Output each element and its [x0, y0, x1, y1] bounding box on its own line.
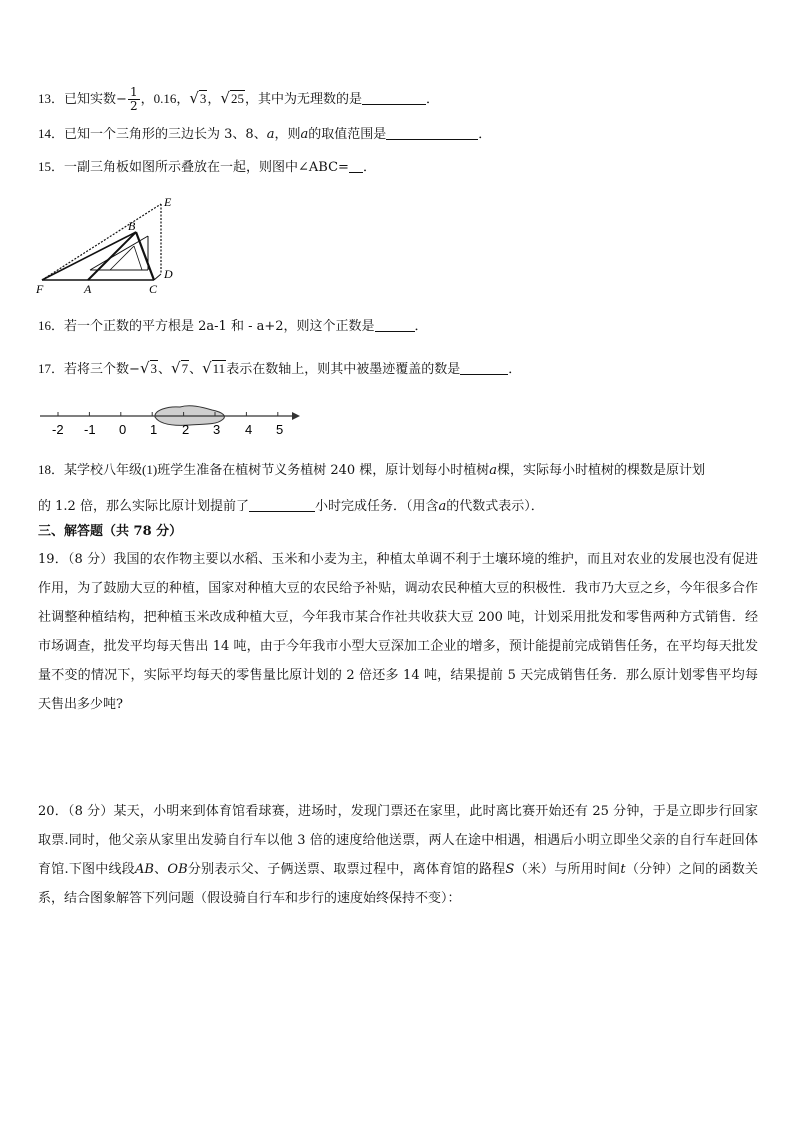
label-c: C — [149, 282, 158, 296]
label-a: A — [84, 282, 92, 296]
tick-label: 1 — [150, 422, 158, 437]
radicand: 11 — [212, 361, 226, 376]
tick-label: 2 — [182, 422, 190, 437]
question-text: 的 1.2 倍，那么实际比原计划提前了 — [38, 499, 249, 514]
question-text: 已知实数 — [64, 92, 117, 107]
label-b: B — [128, 219, 136, 233]
separator: 、 — [189, 362, 203, 377]
question-text: 若将三个数 — [64, 362, 130, 377]
question-text: ，其中为无理数的是 — [244, 92, 362, 107]
radicand: 7 — [181, 361, 189, 376]
label-e: E — [164, 195, 172, 209]
answer-blank — [249, 497, 315, 512]
period: ． — [414, 319, 428, 334]
segment-bc — [136, 232, 154, 280]
radicand: 25 — [230, 91, 244, 106]
sqrt-icon: √ — [202, 359, 212, 377]
question-text: 班学生准备在植树节义务植树 240 棵，原计划每小时植树 — [157, 463, 490, 478]
sqrt-11 — [202, 358, 226, 380]
tick-label: 5 — [276, 422, 284, 437]
variable-a: a — [489, 463, 498, 478]
question-text: 的取值范围是 — [308, 127, 387, 142]
tick-label: -1 — [84, 422, 96, 437]
period: ． — [508, 362, 522, 377]
radicand: 3 — [150, 361, 157, 376]
sqrt-icon: √ — [171, 359, 181, 377]
answer-blank — [362, 90, 426, 105]
question-17 — [38, 358, 521, 380]
question-text: 的代数式表示）． — [446, 499, 544, 514]
question-20 — [38, 797, 758, 913]
question-18-line-2 — [38, 497, 544, 517]
segment-label: AB — [134, 862, 154, 877]
minus-sign: − — [129, 362, 140, 377]
tick-label: 3 — [213, 422, 221, 437]
question-number: 13． — [38, 91, 65, 106]
answer-blank — [349, 158, 363, 173]
fraction-numerator: 1 — [129, 85, 138, 99]
sqrt-icon: √ — [189, 89, 199, 107]
question-14 — [38, 124, 491, 145]
fraction-denominator: 2 — [129, 99, 138, 113]
sqrt-3 — [140, 358, 158, 380]
question-text: 分别表示父、子俩送票、取票过程中，离体育馆的路程 — [187, 862, 506, 877]
sqrt-icon: √ — [139, 359, 150, 377]
inner-line — [134, 246, 142, 270]
answer-blank — [375, 317, 415, 332]
inner-line — [110, 246, 134, 270]
question-text: 某学校八年级 — [64, 463, 143, 478]
tick-label: 4 — [245, 422, 253, 437]
question-15 — [38, 157, 376, 178]
period: ． — [478, 127, 492, 142]
fraction-one-half — [128, 86, 140, 113]
tick-label: 0 — [119, 422, 127, 437]
question-text: 小时完成任务．（用含 — [314, 499, 439, 514]
sqrt-icon: √ — [220, 89, 230, 107]
segment-label: OB — [167, 862, 188, 877]
separator: 、 — [153, 862, 168, 877]
variable-a: a — [266, 127, 275, 142]
question-text: 表示在数轴上，则其中被墨迹覆盖的数是 — [226, 362, 461, 377]
question-number: 14． — [38, 126, 65, 141]
segment-ab — [88, 232, 136, 280]
separator: 、 — [158, 362, 172, 377]
question-text: （分钟）之间的函数关系，结合图象解答下列问题（假设骑自行车和步行的速度始终保持不变）： — [38, 862, 758, 906]
question-text: 棵，实际每小时植树的棵数是原计划 — [497, 463, 706, 478]
question-16 — [38, 316, 428, 337]
segment-cd — [154, 274, 161, 280]
segment-fb — [42, 232, 136, 280]
variable-s: S — [505, 862, 515, 877]
sqrt-3 — [189, 88, 207, 110]
answer-blank — [460, 360, 508, 375]
section-heading: 三、解答题（共 78 分） — [38, 524, 183, 539]
question-13 — [38, 86, 439, 113]
minus-sign: − — [116, 92, 127, 107]
question-text: （米）与所用时间 — [514, 862, 621, 877]
question-number: 16． — [38, 318, 65, 333]
question-text: ，则 — [274, 127, 301, 142]
class-number: (1) — [142, 462, 158, 477]
question-19: 19．（8 分）我国的农作物主要以水稻、玉米和小麦为主，种植太单调不利于土壤环境的维护，而且对农业的发展也没有促进作用，为了鼓励大豆的种植，国家对种植大豆的农民给予补贴，调动农民种植大豆的积极性．我市乃大豆之乡，今年很多合作社调整种植结构，把种植玉米改成种植大豆，今年我市某合作社共收获大豆 200 吨，计划采用批发和零售两种方式销售．经市场调查，批发平均每天售出 14 吨，由于今年我市小型大豆深加工企业的增多，预计能提前完成销售任务，在平均每天批发量不变的情况下，实际平均每天的零售量比原计划的 2 倍还多 14 吨，结果提前 5 天完成销售任务．那么原计划零售平均每天售出多少吨? — [38, 552, 758, 712]
sqrt-25 — [220, 88, 245, 110]
segment-fe — [42, 204, 161, 280]
question-text: 若一个正数的平方根是 2a-1 和 - a+2，则这个正数是 — [64, 319, 375, 334]
sqrt-7 — [171, 358, 189, 380]
label-d: D — [164, 267, 173, 281]
triangle-figure — [30, 192, 190, 297]
number-line — [30, 398, 310, 438]
period: ． — [362, 160, 376, 175]
question-number: 17． — [38, 361, 65, 376]
variable-a: a — [438, 499, 447, 514]
variable-a: a — [300, 127, 309, 142]
variable-t: t — [620, 862, 626, 877]
question-number: 18． — [38, 462, 65, 477]
label-f: F — [36, 282, 44, 296]
question-18-line-1 — [38, 460, 705, 481]
tick-label: -2 — [52, 422, 64, 437]
question-text: 20．（8 分）某天，小明来到体育馆看球赛，进场时，发现门票还在家里，此时离比赛开始还有 25 分钟，于是立即步行回家取票.同时，他父亲从家里出发骑自行车以他 3 倍的速度给他送票，两人在途中相遇，相遇后小明立即坐父亲的自行车赶回体育馆.下图中线段 — [38, 804, 758, 877]
question-text: 一副三角板如图所示叠放在一起，则图中∠ABC= — [64, 160, 349, 175]
separator: ，0.16， — [140, 91, 190, 106]
answer-blank — [386, 125, 478, 140]
question-number: 15． — [38, 159, 65, 174]
period: ． — [426, 92, 440, 107]
question-text: 已知一个三角形的三边长为 3、8、 — [64, 127, 267, 142]
radicand: 3 — [199, 91, 207, 106]
axis-arrow-icon — [292, 412, 300, 420]
separator: ， — [207, 92, 221, 107]
